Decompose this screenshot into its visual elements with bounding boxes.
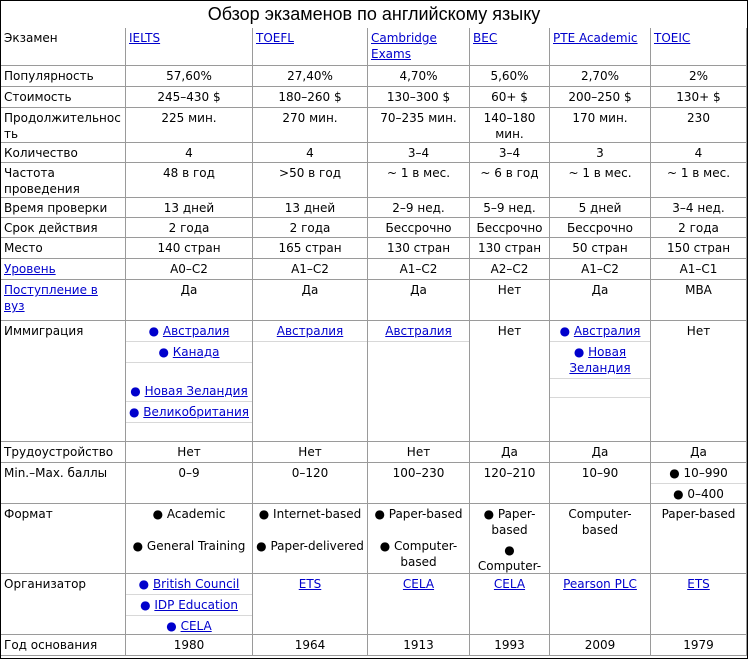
list-item: ● Paper-delivered — [256, 539, 364, 553]
cell-university-bec: Нет — [470, 280, 550, 321]
country-link-australia[interactable]: Австралия — [162, 324, 230, 338]
list-spacer — [126, 524, 252, 536]
cell-immigration-cambridge — [368, 321, 470, 442]
list-item[interactable]: ● CELA — [166, 619, 212, 633]
cell-validity-toefl: 2 года — [253, 218, 368, 238]
cell-format-pte: Computer-based — [550, 504, 651, 574]
cell-employment-toefl: Нет — [253, 442, 368, 463]
cell-founded-ielts: 1980 — [126, 635, 253, 656]
row-label-check-time: Время проверки — [1, 198, 126, 218]
cell-cost-toeic: 130+ $ — [651, 87, 747, 108]
cell-founded-toeic: 1979 — [651, 635, 747, 656]
cell-duration-toeic: 230 — [651, 108, 747, 143]
row-label-scores: Min.–Max. баллы — [1, 463, 126, 504]
cell-frequency-cambridge: ~ 1 в мес. — [368, 163, 470, 198]
cell-validity-bec: Бессрочно — [470, 218, 550, 238]
cell-level-ielts: A0–C2 — [126, 259, 253, 280]
cell-validity-pte: Бессрочно — [550, 218, 651, 238]
row-label-organizer: Организатор — [1, 574, 126, 635]
cell-scores-bec: 120–210 — [470, 463, 550, 504]
format-item: General Training — [146, 539, 246, 553]
format-item: Computer- — [477, 559, 542, 573]
cell-parts-cambridge: 3–4 — [368, 143, 470, 163]
cell-parts-bec: 3–4 — [470, 143, 550, 163]
cell-employment-pte: Да — [550, 442, 651, 463]
cell-frequency-pte: ~ 1 в мес. — [550, 163, 651, 198]
cell-parts-pte: 3 — [550, 143, 651, 163]
list-item: ● Computer-based — [379, 539, 458, 569]
row-label-format: Формат — [1, 504, 126, 574]
cell-format-cambridge — [368, 504, 470, 574]
cell-frequency-toeic: ~ 1 в мес. — [651, 163, 747, 198]
list-item: ● Paper-based — [483, 507, 536, 537]
cell-popularity-toefl: 27,40% — [253, 66, 368, 87]
cell-check-time-toefl: 13 дней — [253, 198, 368, 218]
exam-link-bec[interactable]: BEC — [473, 31, 498, 45]
cell-university-toefl: Да — [253, 280, 368, 321]
cell-format-bec — [470, 504, 550, 574]
header-label: Экзамен — [1, 28, 126, 66]
cell-university-cambridge: Да — [368, 280, 470, 321]
cell-location-pte: 50 стран — [550, 238, 651, 259]
exam-link-ielts[interactable]: IELTS — [129, 31, 161, 45]
cell-immigration-bec: Нет — [470, 321, 550, 442]
row-label-level-link[interactable]: Уровень — [4, 262, 56, 276]
organizer-link-ets[interactable]: ETS — [687, 577, 710, 591]
cell-parts-ielts: 4 — [126, 143, 253, 163]
cell-founded-bec: 1993 — [470, 635, 550, 656]
cell-location-cambridge: 130 стран — [368, 238, 470, 259]
cell-duration-pte: 170 мин. — [550, 108, 651, 143]
list-item[interactable]: ● Канада — [126, 342, 252, 363]
cell-popularity-bec: 5,60% — [470, 66, 550, 87]
cell-scores-toefl: 0–120 — [253, 463, 368, 504]
cell-founded-cambridge: 1913 — [368, 635, 470, 656]
organizer-link-idp[interactable]: IDP Education — [154, 598, 238, 612]
list-item[interactable]: ● British Council — [126, 574, 252, 595]
row-label-frequency: Частота проведения — [1, 163, 126, 198]
list-item[interactable]: ● Новая Зеландия — [126, 381, 252, 402]
cell-cost-ielts: 245–430 $ — [126, 87, 253, 108]
list-item: ● Internet-based — [258, 507, 362, 521]
score-range: 0–400 — [687, 487, 724, 501]
cell-validity-ielts: 2 года — [126, 218, 253, 238]
organizer-link-british-council[interactable]: British Council — [152, 577, 240, 591]
cell-cost-bec: 60+ $ — [470, 87, 550, 108]
format-item: Academic — [166, 507, 226, 521]
cell-employment-toeic: Да — [651, 442, 747, 463]
country-link-australia[interactable]: Австралия — [573, 324, 641, 338]
format-item: Computer-based — [394, 539, 458, 569]
row-label-founded: Год основания — [1, 635, 126, 656]
cell-level-bec: A2–C2 — [470, 259, 550, 280]
cell-scores-pte: 10–90 — [550, 463, 651, 504]
cell-level-toefl: A1–C2 — [253, 259, 368, 280]
list-item[interactable]: ● Австралия — [550, 321, 650, 342]
score-range: 10–990 — [683, 466, 728, 480]
row-label-cost: Стоимость — [1, 87, 126, 108]
cell-frequency-bec: ~ 6 в год — [470, 163, 550, 198]
row-label-parts: Количество — [1, 143, 126, 163]
organizer-link-cela[interactable]: CELA — [402, 577, 435, 591]
cell-duration-bec: 140–180 мин. — [470, 108, 550, 143]
cell-popularity-cambridge: 4,70% — [368, 66, 470, 87]
row-label-immigration: Иммиграция — [1, 321, 126, 442]
cell-frequency-ielts: 48 в год — [126, 163, 253, 198]
list-item[interactable]: ● Новая Зеландия — [550, 342, 650, 379]
cell-check-time-toeic: 3–4 нед. — [651, 198, 747, 218]
cell-popularity-pte: 2,70% — [550, 66, 651, 87]
cell-check-time-pte: 5 дней — [550, 198, 651, 218]
cell-immigration-ielts — [126, 321, 253, 442]
list-item: ● Academic — [152, 507, 226, 521]
cell-validity-toeic: 2 года — [651, 218, 747, 238]
cell-scores-toeic — [651, 463, 747, 504]
cell-university-toeic: MBA — [651, 280, 747, 321]
organizer-link-ets[interactable]: ETS — [298, 577, 322, 591]
cell-location-bec: 130 стран — [470, 238, 550, 259]
cell-cost-pte: 200–250 $ — [550, 87, 651, 108]
exam-link-cambridge[interactable]: Cambridge Exams — [371, 31, 437, 61]
cell-organizer-ielts — [126, 574, 253, 635]
cell-location-toefl: 165 стран — [253, 238, 368, 259]
list-item[interactable]: ● Великобритания — [126, 402, 252, 423]
cell-duration-cambridge: 70–235 мин. — [368, 108, 470, 143]
format-item: Paper-based — [491, 507, 536, 537]
cell-duration-ielts: 225 мин. — [126, 108, 253, 143]
cell-parts-toefl: 4 — [253, 143, 368, 163]
list-spacer — [126, 363, 252, 381]
cell-immigration-toeic: Нет — [651, 321, 747, 442]
row-label-employment: Трудоустройство — [1, 442, 126, 463]
cell-location-toeic: 150 стран — [651, 238, 747, 259]
cell-employment-cambridge: Нет — [368, 442, 470, 463]
cell-popularity-toeic: 2% — [651, 66, 747, 87]
country-link-new-zealand[interactable]: Новая Зеландия — [569, 345, 631, 375]
cell-scores-ielts: 0–9 — [126, 463, 253, 504]
cell-university-ielts: Да — [126, 280, 253, 321]
organizer-link-cela[interactable]: CELA — [180, 619, 212, 633]
cell-cost-cambridge: 130–300 $ — [368, 87, 470, 108]
cell-employment-ielts: Нет — [126, 442, 253, 463]
exam-link-toeic[interactable]: TOEIC — [654, 31, 691, 45]
cell-format-ielts — [126, 504, 253, 574]
cell-validity-cambridge: Бессрочно — [368, 218, 470, 238]
country-link-new-zealand[interactable]: Новая Зеландия — [144, 384, 248, 398]
row-label-duration: Продолжительность — [1, 108, 126, 143]
list-item: ● 10–990 — [651, 463, 746, 484]
cell-scores-cambridge: 100–230 — [368, 463, 470, 504]
row-label-popularity: Популярность — [1, 66, 126, 87]
list-item: ● 0–400 — [673, 487, 724, 501]
list-item: ● General Training — [132, 539, 246, 553]
cell-check-time-cambridge: 2–9 нед. — [368, 198, 470, 218]
row-label-validity: Срок действия — [1, 218, 126, 238]
cell-level-pte: A1–C2 — [550, 259, 651, 280]
cell-immigration-pte — [550, 321, 651, 442]
row-label-university-link[interactable]: Поступление в вуз — [4, 283, 98, 313]
country-link-canada[interactable]: Канада — [172, 345, 220, 359]
list-item[interactable]: ● Австралия — [126, 321, 252, 342]
organizer-link-cela[interactable]: CELA — [493, 577, 526, 591]
exam-link-pte[interactable]: PTE Academic — [553, 31, 638, 45]
cell-parts-toeic: 4 — [651, 143, 747, 163]
list-spacer — [253, 524, 367, 536]
format-item: Paper-based — [388, 507, 463, 521]
cell-duration-toefl: 270 мин. — [253, 108, 368, 143]
cell-format-toeic: Paper-based — [651, 504, 747, 574]
cell-immigration-toefl — [253, 321, 368, 442]
list-item: ● Paper-based — [374, 507, 463, 521]
cell-format-toefl — [253, 504, 368, 574]
cell-founded-toefl: 1964 — [253, 635, 368, 656]
cell-popularity-ielts: 57,60% — [126, 66, 253, 87]
list-spacer — [550, 379, 650, 398]
cell-level-cambridge: A1–C2 — [368, 259, 470, 280]
cell-check-time-bec: 5–9 нед. — [470, 198, 550, 218]
comparison-table — [1, 28, 747, 658]
cell-cost-toefl: 180–260 $ — [253, 87, 368, 108]
country-link-uk[interactable]: Великобритания — [143, 405, 249, 419]
list-spacer — [368, 524, 469, 536]
format-item: Paper-delivered — [270, 539, 364, 553]
cell-founded-pte: 2009 — [550, 635, 651, 656]
cell-check-time-ielts: 13 дней — [126, 198, 253, 218]
exam-link-toefl[interactable]: TOEFL — [256, 31, 294, 45]
organizer-link-pearson[interactable]: Pearson PLC — [563, 577, 637, 591]
list-item[interactable]: ● IDP Education — [126, 595, 252, 616]
country-link-australia[interactable]: Австралия — [276, 324, 344, 338]
table-title: Обзор экзаменов по английскому языку — [1, 1, 747, 29]
list-item: ● Computer- — [470, 540, 549, 574]
format-item: Internet-based — [273, 507, 362, 521]
cell-university-pte: Да — [550, 280, 651, 321]
cell-employment-bec: Да — [470, 442, 550, 463]
row-label-location: Место — [1, 238, 126, 259]
country-link-australia[interactable]: Австралия — [385, 324, 452, 338]
cell-location-ielts: 140 стран — [126, 238, 253, 259]
cell-frequency-toefl: >50 в год — [253, 163, 368, 198]
cell-level-toeic: A1–C1 — [651, 259, 747, 280]
